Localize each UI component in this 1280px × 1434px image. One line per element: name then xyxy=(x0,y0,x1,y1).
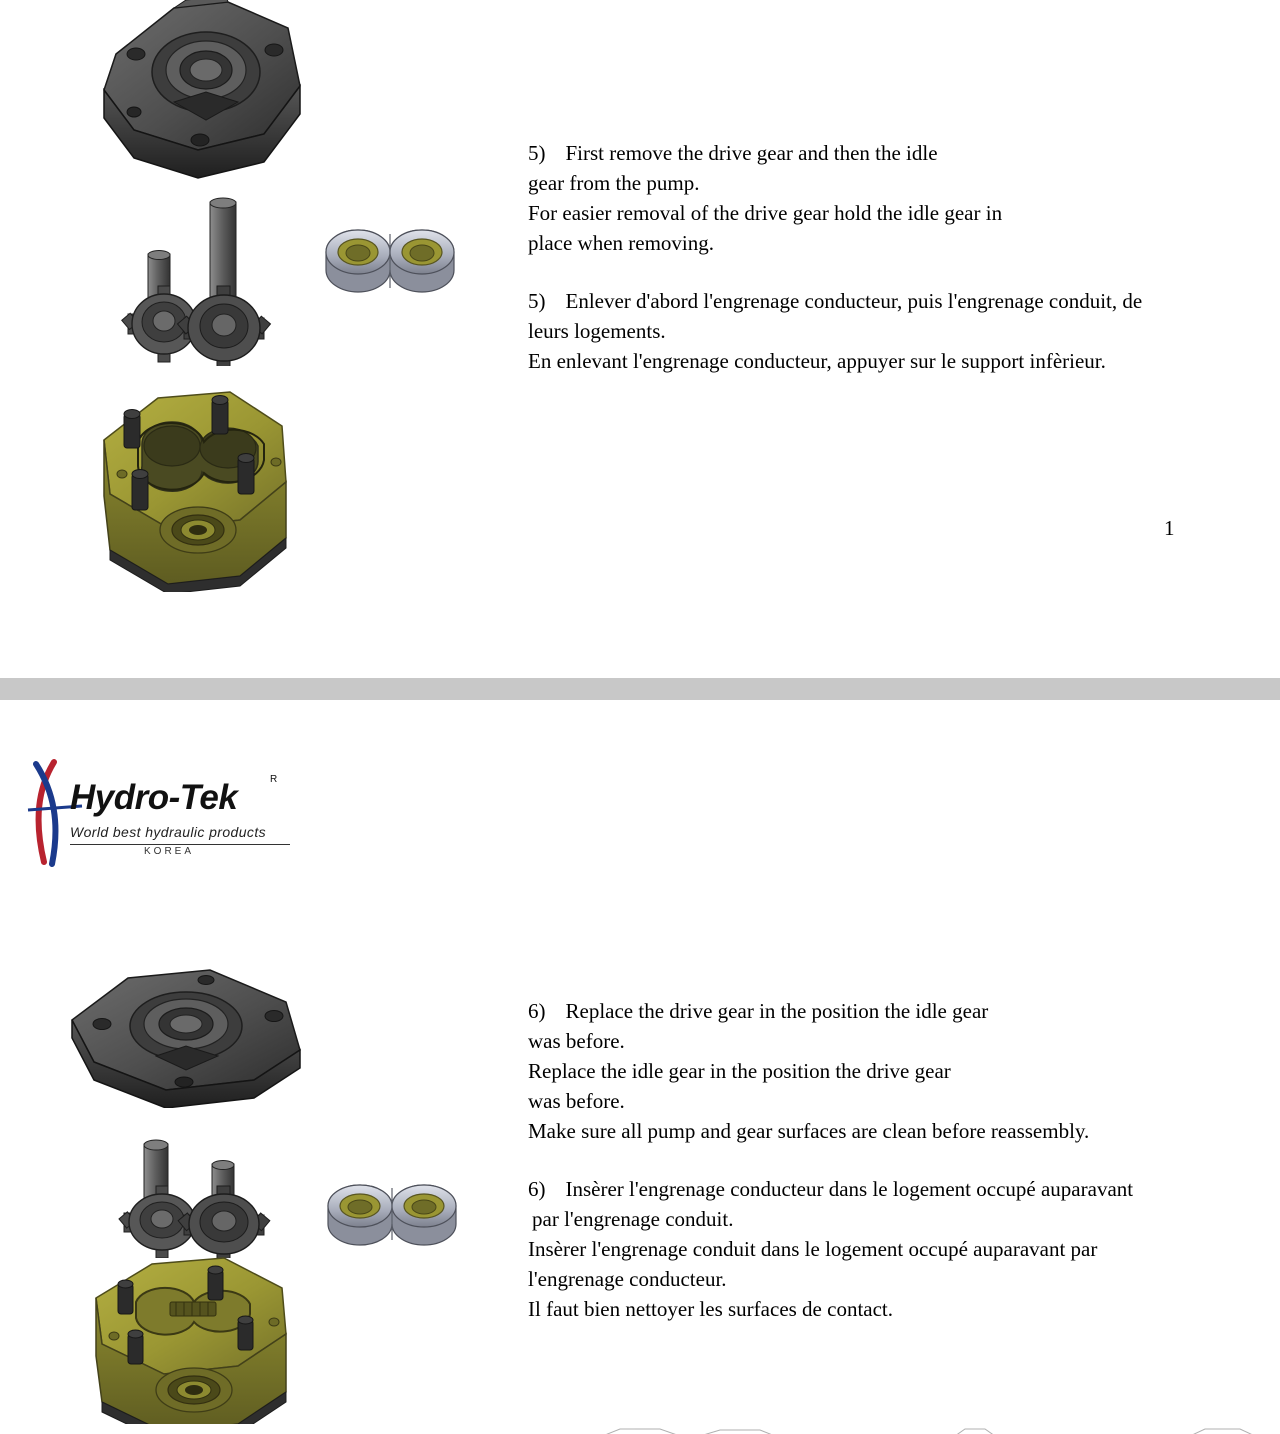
step-6-english-line-1: Replace the drive gear in the position the idle gear xyxy=(565,999,989,1023)
logo-country: KOREA xyxy=(144,846,195,857)
step-6-english-number: 6) xyxy=(528,999,546,1023)
step-6-english xyxy=(528,996,1228,1146)
illustration-gear-pair-1 xyxy=(120,196,280,366)
step-5-french-number: 5) xyxy=(528,289,546,313)
step-6-english-line-3: Replace the idle gear in the position the drive gear xyxy=(528,1059,951,1083)
step-6-english-line-5: Make sure all pump and gear surfaces are clean before reassembly. xyxy=(528,1119,1090,1143)
logo-divider xyxy=(70,844,290,845)
step-5-english-line-4: place when removing. xyxy=(528,231,715,255)
logo-tagline: World best hydraulic products xyxy=(70,824,267,840)
step-6-french-number: 6) xyxy=(528,1177,546,1201)
step-5-english-line-2: gear from the pump. xyxy=(528,171,700,195)
illustration-gear-pair-2 xyxy=(112,1138,282,1258)
page-bottom-edge xyxy=(0,1424,1280,1434)
step-6-french xyxy=(528,1174,1228,1324)
step-5-french-line-1: Enlever d'abord l'engrenage conducteur, puis l'engrenage conduit, de xyxy=(565,289,1143,313)
document-page-1 xyxy=(0,0,1280,678)
step-5-french xyxy=(528,286,1228,376)
step-6-french-line-2: par l'engrenage conduit. xyxy=(532,1207,734,1231)
step-6-french-line-4: l'engrenage conducteur. xyxy=(528,1267,727,1291)
step-5-french-line-2: leurs logements. xyxy=(528,319,666,343)
illustration-pump-body-2 xyxy=(72,1250,312,1434)
instruction-text-step-6 xyxy=(528,996,1228,1324)
illustration-bearing-block-1 xyxy=(316,212,476,312)
illustration-pump-body-1 xyxy=(80,362,310,592)
step-5-english-line-1: First remove the drive gear and then the idle xyxy=(565,141,938,165)
step-6-english-line-2: was before. xyxy=(528,1029,625,1053)
step-5-english-line-3: For easier removal of the drive gear hold the idle gear in xyxy=(528,201,1003,225)
step-6-french-line-3: Insèrer l'engrenage conduit dans le logement occupé auparavant par xyxy=(528,1237,1098,1261)
illustration-pump-cover-plate-2 xyxy=(58,958,318,1108)
page-separator xyxy=(0,678,1280,700)
step-5-english xyxy=(528,138,1228,258)
instruction-text-step-5 xyxy=(528,138,1228,376)
step-6-english-line-4: was before. xyxy=(528,1089,625,1113)
logo-registered-mark: R xyxy=(270,774,278,785)
step-5-english-number: 5) xyxy=(528,141,546,165)
logo-brand-text: Hydro-Tek xyxy=(70,778,238,817)
step-6-french-line-1: Insèrer l'engrenage conducteur dans le logement occupé auparavant xyxy=(565,1177,1134,1201)
illustration-pump-cover-plate-1 xyxy=(78,0,318,204)
step-5-french-line-3: En enlevant l'engrenage conducteur, appuyer sur le support infèrieur. xyxy=(528,349,1106,373)
illustration-bearing-block-2 xyxy=(318,1168,478,1264)
page-number: 1 xyxy=(1164,516,1175,540)
step-6-french-line-5: Il faut bien nettoyer les surfaces de contact. xyxy=(528,1297,894,1321)
hydro-tek-logo xyxy=(14,748,302,878)
